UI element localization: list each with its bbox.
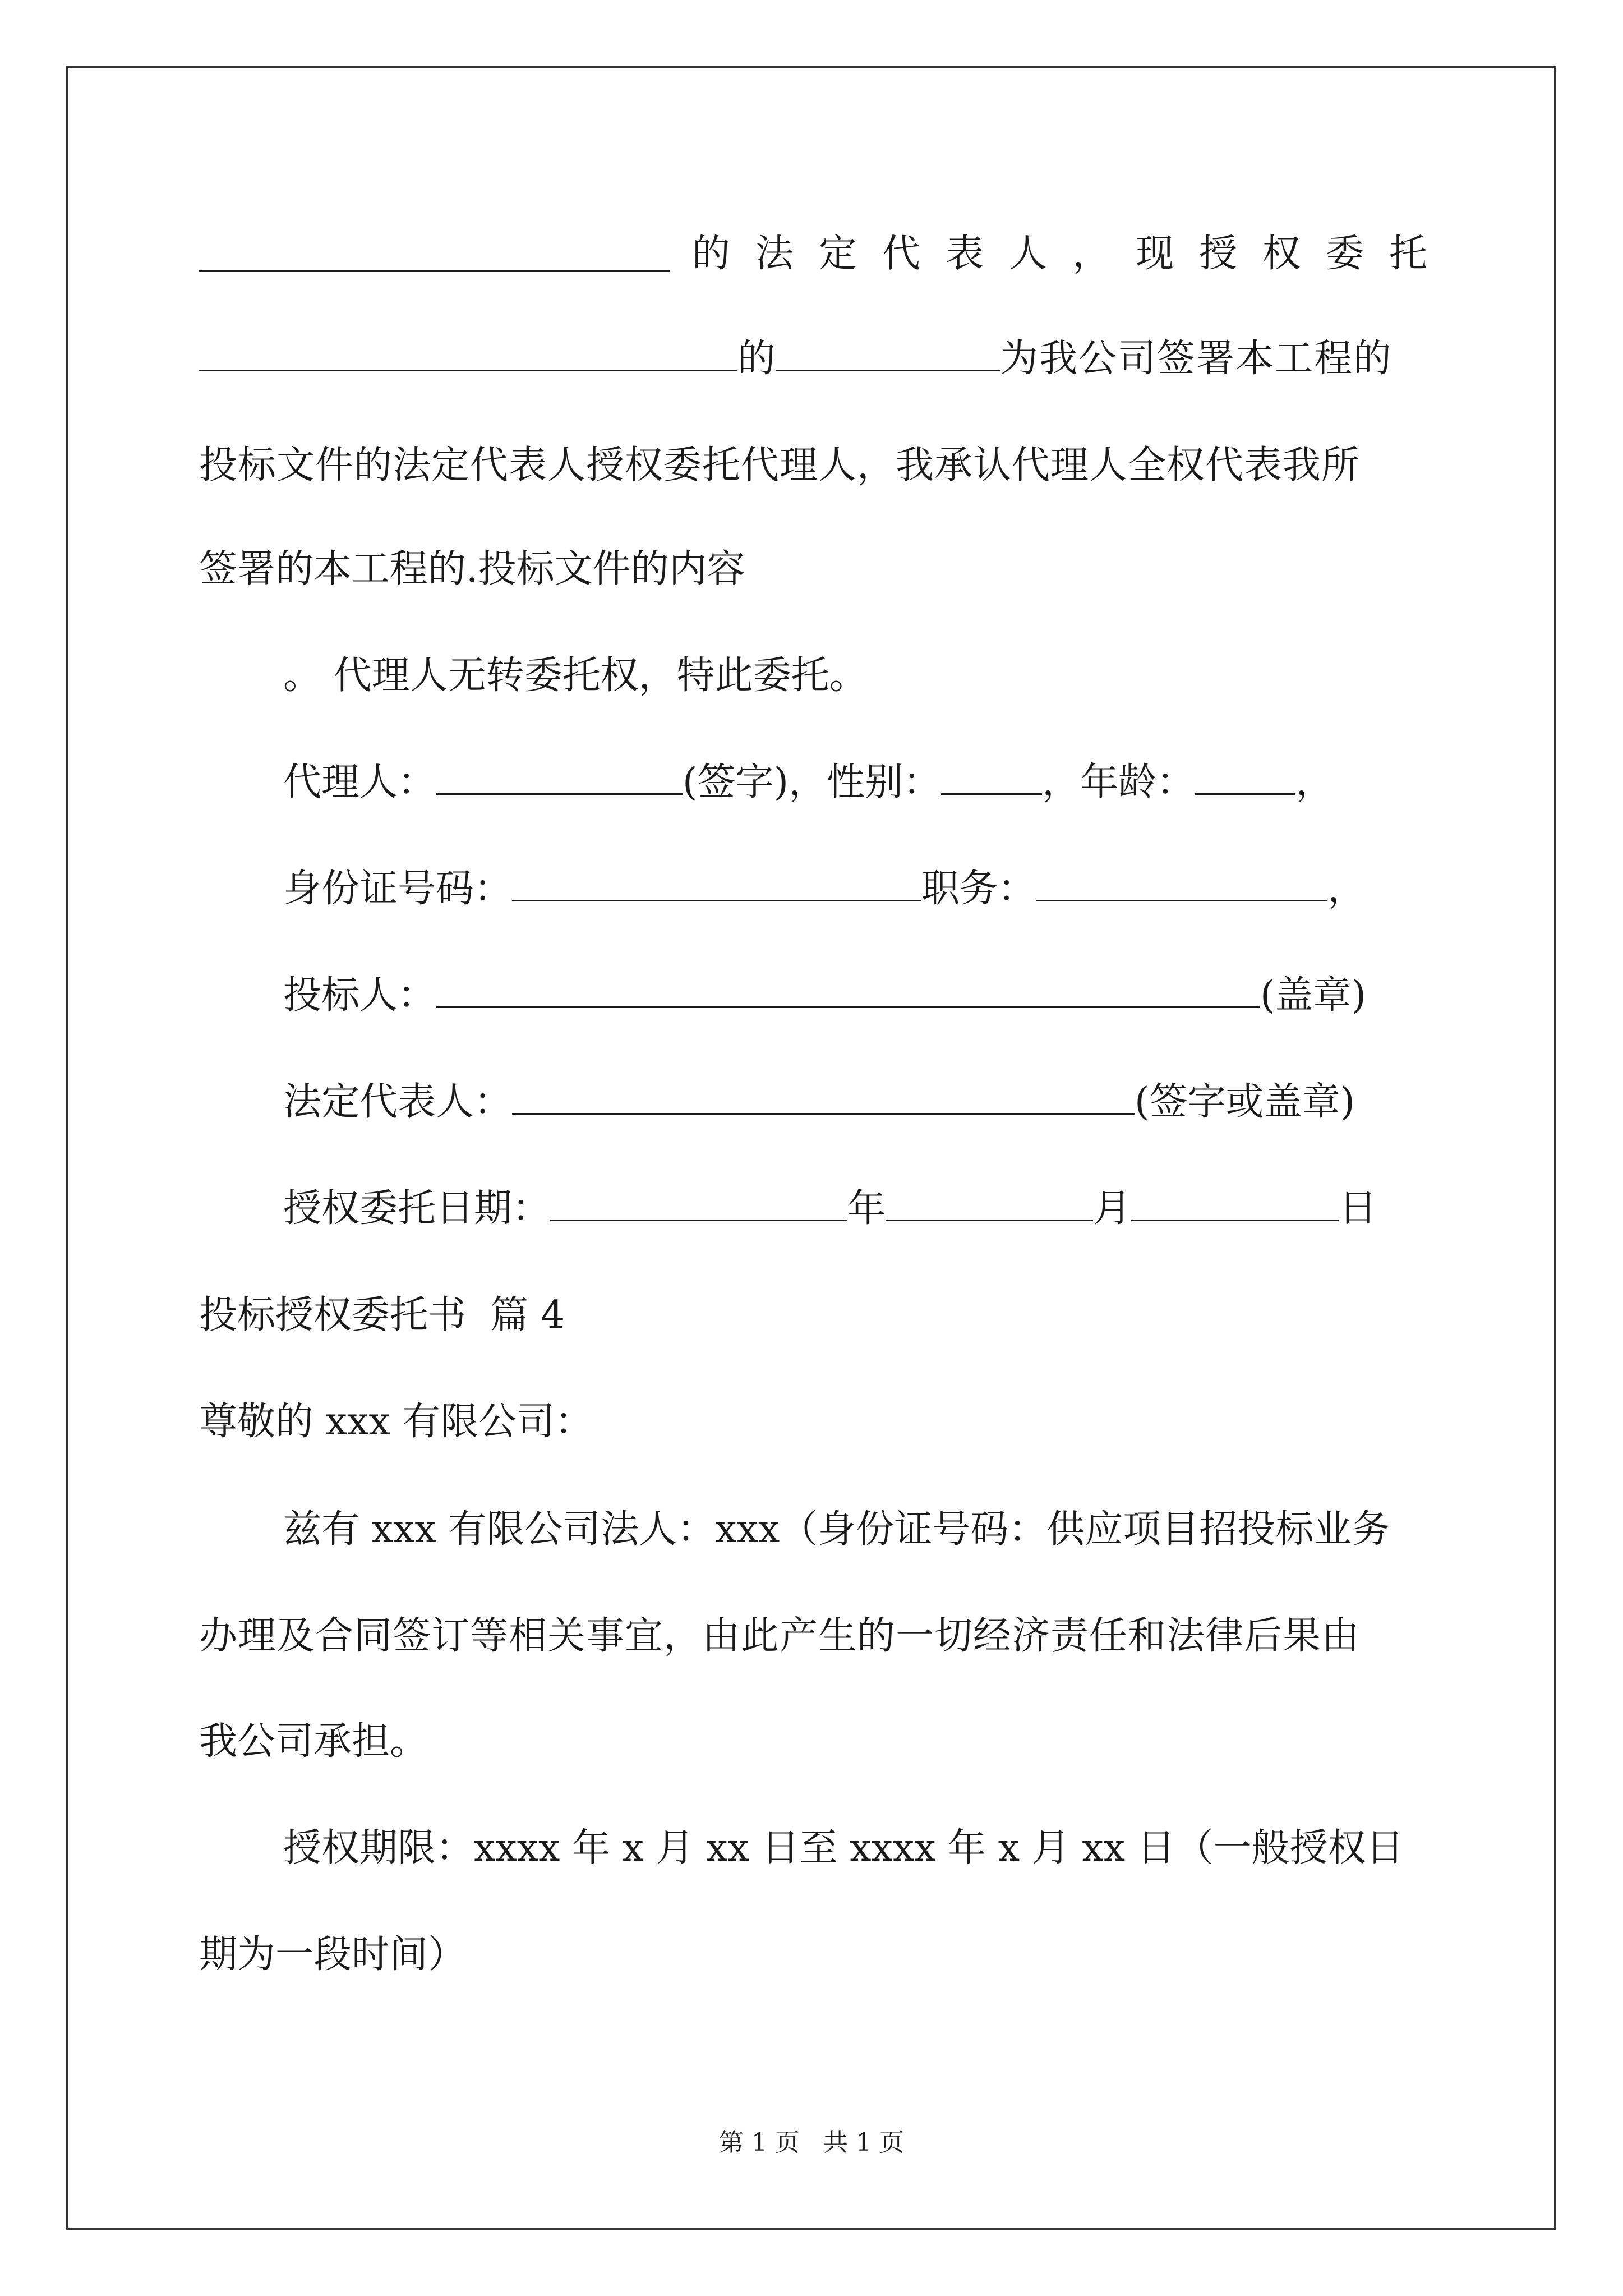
line2-end: 为我公司签署本工程的 [1000, 337, 1393, 381]
blank-agent-company [199, 336, 737, 371]
date-label: 授权委托日期： [283, 1186, 551, 1231]
date-line [283, 1178, 1427, 1240]
blank-agent-name [776, 336, 1000, 371]
blank-id-number [512, 866, 921, 901]
blank-gender [941, 760, 1042, 795]
para2-line-2: 期为一段时间） [199, 1932, 467, 1977]
year-label: 年 [847, 1186, 886, 1231]
blank-bidder [436, 973, 1260, 1008]
month-label: 月 [1093, 1186, 1132, 1231]
para1-line-2: 办理及合同签订等相关事宜，由此产生的一切经济责任和法律后果由 [199, 1614, 1361, 1658]
blank-month [886, 1186, 1093, 1221]
bidder-line [283, 965, 1427, 1027]
bidder-seal: (盖章) [1260, 973, 1367, 1018]
id-label: 身份证号码： [283, 867, 513, 911]
doc-line-5: 。 代理人无转委托权，特此委托。 [283, 654, 868, 698]
agent-sign-gender: (签字)，性别： [683, 760, 942, 804]
legal-rep-line [283, 1071, 1427, 1133]
doc-line-4: 签署的本工程的.投标文件的内容 [199, 547, 745, 591]
salutation: 尊敬的 xxx 有限公司： [199, 1400, 593, 1444]
post-label: 职务： [921, 867, 1036, 911]
blank-day [1131, 1186, 1339, 1221]
blank-legal-rep [512, 1079, 1135, 1115]
bidder-label: 投标人： [283, 973, 436, 1018]
blank-company-name [199, 237, 670, 272]
blank-agent-signature [436, 760, 683, 795]
blank-year [550, 1186, 847, 1221]
id-line [283, 858, 1427, 920]
page-border [66, 66, 1556, 2230]
agent-line-end: ， [1295, 760, 1334, 804]
line2-mid: 的 [737, 337, 776, 381]
line1-text: 的法定代表人，现授权委托 [691, 232, 1453, 276]
doc-line-2 [199, 328, 1427, 390]
agent-label: 代理人： [283, 760, 436, 804]
blank-post [1036, 866, 1327, 901]
doc-line-1 [199, 223, 1453, 285]
para1-line-1: 兹有 xxx 有限公司法人：xxx（身份证号码：供应项目招投标业务 [283, 1507, 1390, 1552]
agent-age-label: ，年龄： [1042, 760, 1195, 804]
para1-line-3: 我公司承担。 [199, 1719, 428, 1764]
legal-rep-label: 法定代表人： [283, 1080, 513, 1124]
agent-line [283, 752, 1427, 813]
id-line-end: ， [1327, 867, 1366, 911]
blank-age [1195, 760, 1295, 795]
page-footer: 第 1 页 共 1 页 [719, 2128, 904, 2157]
section-title: 投标授权委托书 篇 4 [199, 1293, 565, 1337]
legal-rep-seal: (签字或盖章) [1135, 1080, 1355, 1124]
doc-line-3: 投标文件的法定代表人授权委托代理人，我承认代理人全权代表我所 [199, 443, 1361, 487]
para2-line-1: 授权期限：xxxx 年 x 月 xx 日至 xxxx 年 x 月 xx 日（一般授权日 [283, 1826, 1404, 1870]
day-label: 日 [1339, 1186, 1377, 1231]
